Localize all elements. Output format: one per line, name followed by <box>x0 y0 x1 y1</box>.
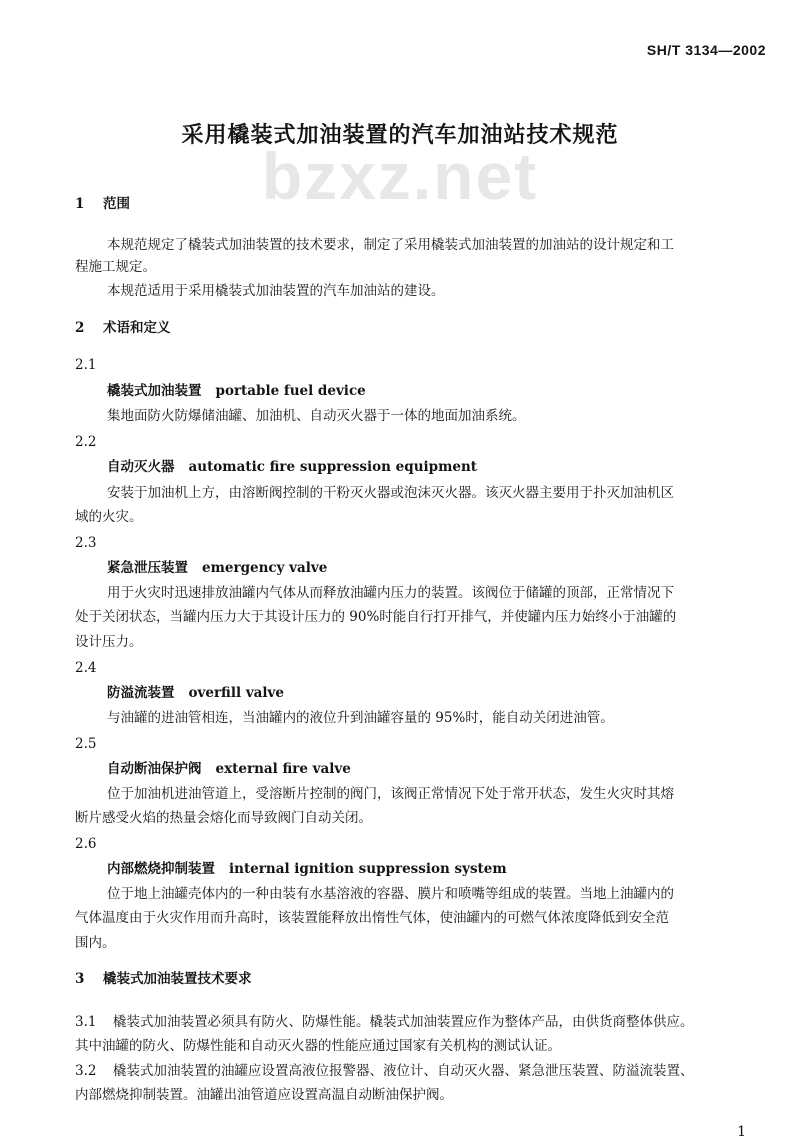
definition-line: 气体温度由于火灾作用而升高时，该装置能释放出惰性气体，使油罐内的可燃气体浓度降低到安全范 <box>75 910 669 926</box>
term-chinese: 橇装式加油装置 <box>107 383 202 399</box>
term-chinese: 自动灭火器 <box>107 459 175 475</box>
clause-line: 其中油罐的防火、防爆性能和自动灭火器的性能应通过国家有关机构的测试认证。 <box>75 1038 561 1054</box>
term-chinese: 防溢流装置 <box>107 685 175 701</box>
clause-number: 3.2 <box>75 1063 97 1079</box>
section-title: 橇装式加油装置技术要求 <box>103 971 252 987</box>
section-heading-2 <box>75 320 171 336</box>
page-number: 1 <box>737 1124 746 1140</box>
section-number: 2 <box>75 320 85 336</box>
definition-line: 安装于加油机上方，由溶断阀控制的干粉灭火器或泡沫灭火器。该灭火器主要用于扑灭加油机区 <box>107 485 674 501</box>
term-number: 2.6 <box>75 836 97 852</box>
term-english: automatic fire suppression equipment <box>188 459 478 475</box>
section-title: 术语和定义 <box>103 320 171 336</box>
term-entry <box>107 861 507 877</box>
clause-line <box>75 1014 694 1030</box>
section-number: 3 <box>75 971 85 987</box>
clause-text: 橇装式加油装置的油罐应设置高液位报警器、液位计、自动灭火器、紧急泄压装置、防溢流装置、 <box>113 1063 694 1079</box>
definition-line: 围内。 <box>75 935 116 951</box>
term-entry <box>107 383 366 399</box>
term-entry <box>107 459 477 475</box>
clause-number: 3.1 <box>75 1014 97 1030</box>
term-number: 2.2 <box>75 434 97 450</box>
definition-line: 域的火灾。 <box>75 509 143 525</box>
paragraph-line: 本规范规定了橇装式加油装置的技术要求，制定了采用橇装式加油装置的加油站的设计规定和工 <box>107 237 674 253</box>
clause-line: 内部燃烧抑制装置。油罐出油管道应设置高温自动断油保护阀。 <box>75 1087 453 1103</box>
term-english: emergency valve <box>202 560 328 576</box>
term-entry <box>107 685 284 701</box>
term-number: 2.3 <box>75 535 97 551</box>
term-number: 2.5 <box>75 736 97 752</box>
clause-line <box>75 1063 694 1079</box>
term-number: 2.4 <box>75 660 97 676</box>
term-chinese: 自动断油保护阀 <box>107 761 202 777</box>
paragraph-line: 本规范适用于采用橇装式加油装置的汽车加油站的建设。 <box>107 283 445 299</box>
term-entry <box>107 761 351 777</box>
term-chinese: 紧急泄压装置 <box>107 560 188 576</box>
term-english: overfill valve <box>188 685 284 701</box>
term-english: portable fuel device <box>215 383 366 399</box>
clause-text: 橇装式加油装置必须具有防火、防爆性能。橇装式加油装置应作为整体产品，由供货商整体供应。 <box>113 1014 694 1030</box>
definition-line: 处于关闭状态，当罐内压力大于其设计压力的 90%时能自行打开排气，并使罐内压力始终小于油罐的 <box>75 609 677 625</box>
section-heading-3 <box>75 971 252 987</box>
definition-line: 位于加油机进油管道上，受溶断片控制的阀门，该阀正常情况下处于常开状态，发生火灾时其熔 <box>107 786 674 802</box>
term-entry <box>107 560 327 576</box>
section-heading-1 <box>75 196 130 212</box>
watermark: bzxz.net <box>261 139 539 213</box>
definition-line: 位于地上油罐壳体内的一种由装有水基溶液的容器、膜片和喷嘴等组成的装置。当地上油罐内的 <box>107 886 674 902</box>
definition-line: 集地面防火防爆储油罐、加油机、自动灭火器于一体的地面加油系统。 <box>107 408 526 424</box>
definition-line: 与油罐的进油管相连，当油罐内的液位升到油罐容量的 95%时，能自动关闭进油管。 <box>107 710 614 726</box>
term-number: 2.1 <box>75 357 97 373</box>
standard-number: SH/T 3134—2002 <box>646 42 766 58</box>
paragraph-line: 程施工规定。 <box>75 259 156 275</box>
definition-line: 设计压力。 <box>75 634 143 650</box>
term-english: internal ignition suppression system <box>229 861 507 877</box>
term-english: external fire valve <box>215 761 351 777</box>
term-chinese: 内部燃烧抑制装置 <box>107 861 215 877</box>
section-title: 范围 <box>103 196 130 212</box>
definition-line: 断片感受火焰的热量会熔化而导致阀门自动关闭。 <box>75 810 372 826</box>
document-title: 采用橇装式加油装置的汽车加油站技术规范 <box>181 122 619 148</box>
section-number: 1 <box>75 196 85 212</box>
definition-line: 用于火灾时迅速排放油罐内气体从而释放油罐内压力的装置。该阀位于储罐的顶部，正常情况下 <box>107 585 674 601</box>
